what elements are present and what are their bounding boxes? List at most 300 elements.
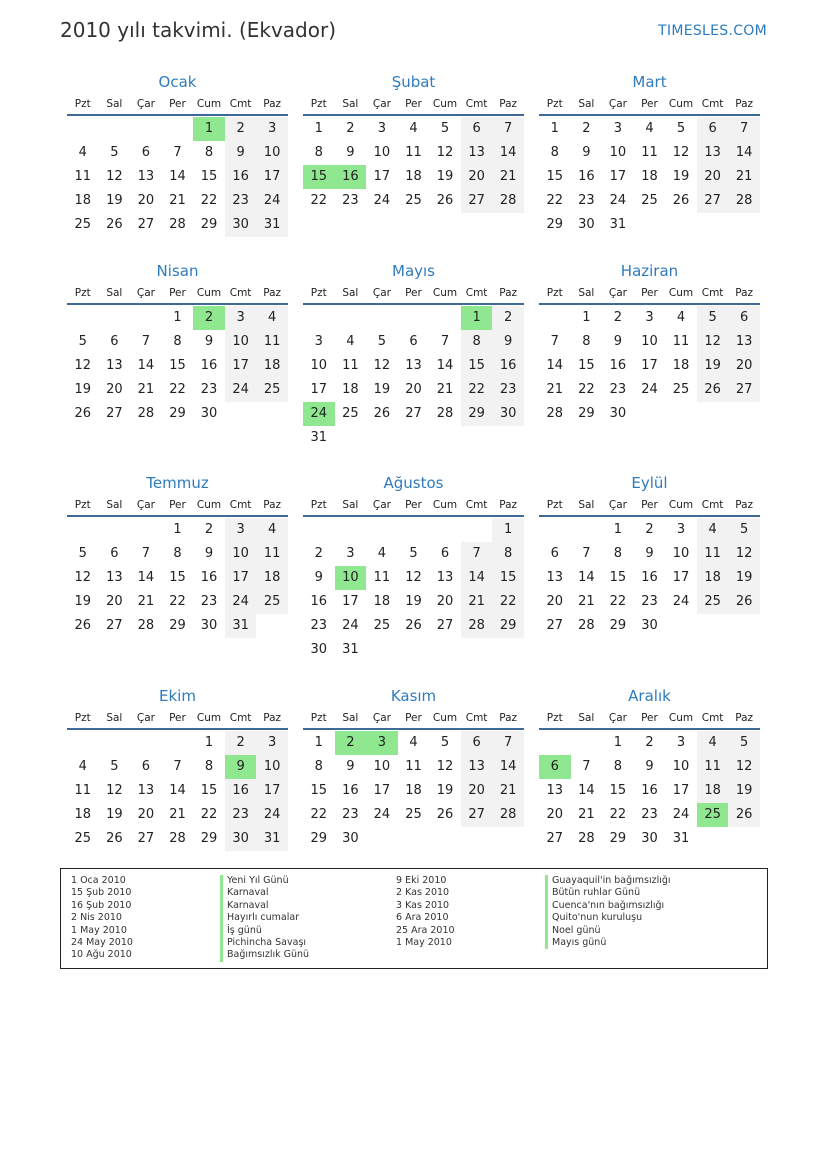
day-cell: 18 (256, 354, 288, 378)
day-cell: 18 (256, 566, 288, 590)
day-grid (67, 117, 288, 237)
day-cell: 25 (641, 193, 658, 208)
day-cell: 3 (256, 731, 288, 755)
day-cell: 25 (74, 831, 92, 846)
day-cell: 4 (256, 306, 288, 330)
day-cell: 27 (728, 378, 760, 402)
empty-cell (429, 518, 461, 542)
weekday-label: Çar (136, 499, 155, 511)
empty-cell (99, 518, 131, 542)
weekday-label: Per (169, 499, 186, 511)
weekday-header (303, 94, 524, 116)
day-cell: 4 (346, 334, 355, 349)
day-cell: 14 (492, 755, 524, 779)
weekday-label: Sal (106, 287, 123, 299)
weekday-label: Pzt (74, 98, 91, 110)
day-cell: 6 (728, 306, 760, 330)
day-cell: 29 (169, 618, 186, 633)
day-cell: 14 (492, 141, 524, 165)
day-cell: 19 (74, 594, 92, 609)
day-cell: 1 (613, 522, 623, 537)
day-cell: 29 (609, 831, 627, 846)
month-name: Kasım (390, 687, 437, 705)
legend-entry: Noel günü (545, 925, 671, 937)
empty-cell (67, 518, 99, 542)
day-cell: 16 (578, 169, 595, 184)
day-cell: 22 (310, 807, 328, 822)
day-cell: 23 (225, 189, 257, 213)
legend-entry: Quito'nun kuruluşu (545, 912, 671, 924)
day-cell: 24 (373, 193, 391, 208)
day-cell: 5 (110, 759, 119, 774)
weekday-label: Paz (263, 287, 282, 299)
weekday-label: Pzt (546, 98, 563, 110)
weekday-label: Per (405, 98, 422, 110)
day-cell: 5 (110, 145, 119, 160)
day-cell: 27 (461, 189, 493, 213)
day-cell: 13 (546, 783, 564, 798)
day-cell: 19 (106, 807, 123, 822)
day-cell: 1 (582, 310, 591, 325)
empty-cell (571, 731, 603, 755)
day-cell: 20 (137, 193, 155, 208)
weekday-label: Per (169, 98, 186, 110)
weekday-label: Cmt (701, 287, 724, 299)
weekday-label: Cum (432, 98, 458, 110)
day-cell: 27 (697, 189, 729, 213)
empty-cell (67, 117, 99, 141)
day-cell: 22 (200, 807, 218, 822)
day-cell: 24 (672, 807, 690, 822)
day-cell: 7 (461, 542, 493, 566)
weekday-label: Paz (499, 287, 518, 299)
weekday-label: Pzt (74, 712, 91, 724)
day-cell: 11 (641, 145, 658, 160)
day-cell: 22 (169, 594, 186, 609)
weekday-label: Cmt (701, 499, 724, 511)
day-cell: 7 (550, 334, 559, 349)
day-cell: 15 (200, 169, 218, 184)
day-cell: 20 (461, 165, 493, 189)
day-cell: 20 (106, 594, 123, 609)
weekday-label: Sal (106, 499, 123, 511)
day-cell: 28 (169, 217, 186, 232)
legend-entry: 15 Şub 2010 (71, 887, 132, 899)
weekday-label: Paz (735, 499, 754, 511)
day-cell: 12 (436, 145, 454, 160)
day-cell: 29 (578, 406, 595, 421)
weekday-label: Çar (608, 98, 627, 110)
weekday-label: Per (641, 499, 658, 511)
day-cell: 6 (110, 546, 119, 561)
day-cell: 7 (141, 334, 151, 349)
holiday-day-cell: 16 (335, 165, 367, 189)
day-cell: 26 (106, 217, 123, 232)
day-cell: 18 (697, 779, 729, 803)
day-cell: 13 (461, 141, 493, 165)
day-cell: 10 (256, 141, 288, 165)
weekday-label: Per (641, 287, 658, 299)
day-cell: 4 (256, 518, 288, 542)
day-cell: 25 (256, 590, 288, 614)
day-cell: 29 (546, 217, 564, 232)
day-cell: 17 (373, 783, 391, 798)
legend-entry: 1 May 2010 (71, 924, 127, 936)
holiday-day-cell: 1 (193, 117, 225, 141)
day-cell: 11 (697, 542, 729, 566)
day-cell: 20 (546, 807, 564, 822)
weekday-label: Cum (196, 287, 222, 299)
day-cell: 30 (225, 827, 257, 851)
day-cell: 19 (373, 382, 391, 397)
day-cell: 18 (405, 783, 422, 798)
legend-entry: 25 Ara 2010 (396, 924, 455, 936)
day-cell: 27 (546, 618, 564, 633)
day-cell: 4 (78, 145, 87, 160)
day-cell: 9 (645, 546, 654, 561)
day-cell: 23 (641, 807, 658, 822)
weekday-label: Paz (499, 499, 518, 511)
day-cell: 11 (342, 358, 359, 373)
empty-cell (67, 306, 99, 330)
day-cell: 14 (436, 358, 454, 373)
day-cell: 2 (582, 121, 591, 136)
day-cell: 17 (310, 382, 328, 397)
day-cell: 19 (672, 169, 690, 184)
day-cell: 17 (256, 165, 288, 189)
day-cell: 12 (436, 759, 454, 774)
legend-right-names (545, 875, 671, 949)
day-cell: 14 (461, 566, 493, 590)
month-name: Şubat (391, 73, 436, 91)
weekday-label: Per (169, 287, 186, 299)
day-cell: 23 (609, 382, 627, 397)
day-cell: 28 (546, 406, 564, 421)
legend-entry: 9 Eki 2010 (396, 875, 447, 886)
legend-left-dates (71, 875, 133, 962)
day-cell: 13 (697, 141, 729, 165)
day-cell: 10 (310, 358, 328, 373)
weekday-label: Sal (578, 98, 595, 110)
day-grid (67, 306, 288, 426)
month-6 (539, 259, 760, 426)
day-cell: 6 (409, 334, 418, 349)
day-cell: 11 (672, 334, 690, 349)
day-cell: 15 (200, 783, 218, 798)
day-cell: 21 (578, 594, 595, 609)
day-cell: 2 (645, 522, 654, 537)
day-cell: 28 (137, 618, 155, 633)
site-logo-text[interactable]: TIMESLES.COM (658, 23, 767, 39)
day-cell: 31 (342, 642, 359, 657)
day-cell: 30 (492, 402, 524, 426)
day-cell: 26 (436, 193, 454, 208)
day-cell: 24 (256, 189, 288, 213)
day-cell: 3 (676, 522, 686, 537)
day-cell: 23 (492, 378, 524, 402)
day-cell: 11 (405, 759, 422, 774)
day-cell: 9 (225, 141, 257, 165)
holiday-day-cell: 3 (366, 731, 398, 755)
day-cell: 26 (728, 590, 760, 614)
empty-cell (130, 518, 162, 542)
weekday-label: Sal (578, 499, 595, 511)
day-cell: 26 (74, 618, 92, 633)
day-cell: 26 (672, 193, 690, 208)
day-cell: 28 (492, 189, 524, 213)
legend-entry: İş günü (220, 925, 309, 937)
day-cell: 5 (377, 334, 387, 349)
day-cell: 10 (672, 546, 690, 561)
day-cell: 8 (173, 334, 182, 349)
day-cell: 24 (342, 618, 359, 633)
day-cell: 3 (676, 735, 686, 750)
day-cell: 27 (106, 406, 123, 421)
day-cell: 1 (204, 735, 214, 750)
day-cell: 28 (461, 614, 493, 638)
day-cell: 21 (728, 165, 760, 189)
day-cell: 30 (342, 831, 359, 846)
day-cell: 12 (74, 358, 92, 373)
day-cell: 12 (106, 169, 123, 184)
day-cell: 11 (697, 755, 729, 779)
weekday-label: Çar (372, 98, 391, 110)
day-cell: 28 (492, 803, 524, 827)
day-grid (539, 117, 760, 237)
day-cell: 28 (137, 406, 155, 421)
day-cell: 18 (405, 169, 422, 184)
day-cell: 29 (492, 614, 524, 638)
month-9 (539, 471, 760, 638)
day-cell: 29 (609, 618, 627, 633)
day-cell: 29 (169, 406, 186, 421)
day-cell: 15 (492, 566, 524, 590)
month-name: Nisan (156, 262, 199, 280)
day-grid (539, 518, 760, 638)
day-cell: 13 (137, 169, 155, 184)
day-cell: 2 (346, 121, 355, 136)
day-cell: 2 (613, 310, 623, 325)
day-cell: 25 (74, 217, 92, 232)
weekday-label: Sal (342, 287, 359, 299)
day-cell: 27 (546, 831, 564, 846)
legend-entry: 24 May 2010 (71, 936, 133, 948)
day-cell: 19 (697, 354, 729, 378)
weekday-label: Cmt (229, 499, 252, 511)
day-cell: 12 (697, 330, 729, 354)
day-cell: 17 (373, 169, 391, 184)
day-cell: 17 (672, 783, 690, 798)
day-cell: 11 (74, 783, 92, 798)
day-cell: 30 (200, 406, 218, 421)
day-cell: 17 (225, 566, 257, 590)
day-cell: 13 (106, 358, 123, 373)
day-cell: 24 (373, 807, 391, 822)
day-cell: 8 (613, 759, 623, 774)
weekday-label: Çar (136, 98, 155, 110)
day-cell: 19 (436, 783, 454, 798)
legend-entry: Karnaval (220, 887, 309, 899)
month-name: Mayıs (392, 262, 435, 280)
day-cell: 30 (609, 406, 627, 421)
day-cell: 15 (169, 570, 186, 585)
empty-cell (335, 306, 367, 330)
day-cell: 12 (672, 145, 690, 160)
day-cell: 3 (377, 121, 387, 136)
holiday-day-cell: 24 (303, 402, 335, 426)
legend-left-names (220, 875, 309, 962)
day-cell: 25 (697, 590, 729, 614)
day-cell: 29 (200, 831, 218, 846)
weekday-label: Paz (735, 98, 754, 110)
month-2 (303, 70, 524, 213)
day-cell: 21 (436, 382, 454, 397)
day-cell: 28 (436, 406, 454, 421)
holiday-day-cell: 25 (697, 803, 729, 827)
day-cell: 7 (492, 731, 524, 755)
day-cell: 2 (314, 546, 323, 561)
empty-cell (130, 731, 162, 755)
weekday-label: Sal (342, 499, 359, 511)
day-cell: 17 (256, 779, 288, 803)
empty-cell (99, 731, 131, 755)
weekday-label: Cum (668, 499, 694, 511)
month-7 (67, 471, 288, 638)
month-name: Temmuz (146, 474, 209, 492)
weekday-header (67, 94, 288, 116)
day-cell: 1 (550, 121, 559, 136)
legend-entry: 2 Kas 2010 (396, 887, 450, 899)
day-cell: 30 (225, 213, 257, 237)
day-cell: 29 (461, 402, 493, 426)
day-cell: 6 (461, 117, 493, 141)
day-cell: 5 (440, 121, 450, 136)
weekday-label: Paz (735, 287, 754, 299)
day-cell: 15 (310, 783, 328, 798)
month-10 (67, 684, 288, 851)
day-cell: 1 (492, 518, 524, 542)
day-cell: 4 (78, 759, 87, 774)
day-cell: 21 (137, 382, 155, 397)
day-cell: 4 (377, 546, 387, 561)
day-cell: 5 (728, 731, 760, 755)
day-cell: 15 (578, 358, 595, 373)
day-cell: 10 (373, 145, 391, 160)
holiday-legend (60, 868, 768, 969)
weekday-label: Cmt (701, 712, 724, 724)
empty-cell (539, 306, 571, 330)
day-cell: 14 (169, 169, 186, 184)
empty-cell (99, 306, 131, 330)
day-cell: 18 (342, 382, 359, 397)
empty-cell (99, 117, 131, 141)
day-cell: 7 (728, 117, 760, 141)
day-cell: 9 (204, 546, 214, 561)
day-cell: 11 (405, 145, 422, 160)
weekday-label: Pzt (310, 98, 327, 110)
day-cell: 30 (578, 217, 595, 232)
day-cell: 21 (169, 807, 186, 822)
month-name: Eylül (631, 474, 668, 492)
day-cell: 19 (405, 594, 422, 609)
empty-cell (539, 518, 571, 542)
day-cell: 16 (310, 594, 328, 609)
day-cell: 9 (346, 759, 355, 774)
day-cell: 12 (373, 358, 391, 373)
legend-entry: Guayaquil'in bağımsızlığı (545, 875, 671, 887)
day-cell: 17 (225, 354, 257, 378)
weekday-label: Pzt (310, 499, 327, 511)
day-cell: 27 (436, 618, 454, 633)
day-cell: 30 (200, 618, 218, 633)
legend-entry: 1 Oca 2010 (71, 875, 126, 886)
day-cell: 5 (78, 334, 87, 349)
day-cell: 18 (74, 193, 92, 208)
weekday-header (303, 495, 524, 517)
day-cell: 8 (173, 546, 182, 561)
weekday-label: Cum (196, 98, 222, 110)
weekday-label: Cmt (465, 287, 488, 299)
weekday-label: Paz (263, 499, 282, 511)
day-cell: 7 (440, 334, 450, 349)
day-grid (539, 731, 760, 851)
day-cell: 8 (314, 759, 323, 774)
weekday-label: Pzt (74, 287, 91, 299)
empty-cell (335, 518, 367, 542)
day-cell: 6 (141, 145, 151, 160)
weekday-label: Cmt (465, 499, 488, 511)
empty-cell (130, 117, 162, 141)
day-cell: 12 (728, 755, 760, 779)
day-cell: 21 (492, 779, 524, 803)
day-cell: 3 (314, 334, 323, 349)
empty-cell (130, 306, 162, 330)
day-cell: 1 (173, 310, 182, 325)
day-cell: 12 (728, 542, 760, 566)
day-cell: 8 (492, 542, 524, 566)
weekday-label: Paz (263, 98, 282, 110)
day-cell: 22 (200, 193, 218, 208)
month-name: Haziran (620, 262, 679, 280)
day-cell: 29 (200, 217, 218, 232)
holiday-day-cell: 2 (335, 731, 367, 755)
day-cell: 21 (169, 193, 186, 208)
day-cell: 20 (728, 354, 760, 378)
day-cell: 13 (461, 755, 493, 779)
day-cell: 22 (578, 382, 595, 397)
empty-cell (303, 518, 335, 542)
day-cell: 21 (461, 590, 493, 614)
day-cell: 25 (256, 378, 288, 402)
day-cell: 2 (204, 522, 214, 537)
legend-entry: Hayırlı cumalar (220, 912, 309, 924)
weekday-header (67, 708, 288, 730)
weekday-label: Cum (196, 712, 222, 724)
day-cell: 19 (728, 779, 760, 803)
day-cell: 16 (641, 570, 658, 585)
day-cell: 23 (342, 807, 359, 822)
page-title: 2010 yılı takvimi. (Ekvador) (60, 18, 337, 42)
weekday-label: Pzt (310, 287, 327, 299)
month-3 (539, 70, 760, 237)
day-grid (303, 518, 524, 662)
day-cell: 6 (550, 546, 559, 561)
month-4 (67, 259, 288, 426)
weekday-header (539, 94, 760, 116)
day-cell: 8 (582, 334, 591, 349)
day-cell: 14 (728, 141, 760, 165)
month-name: Ocak (158, 73, 197, 91)
